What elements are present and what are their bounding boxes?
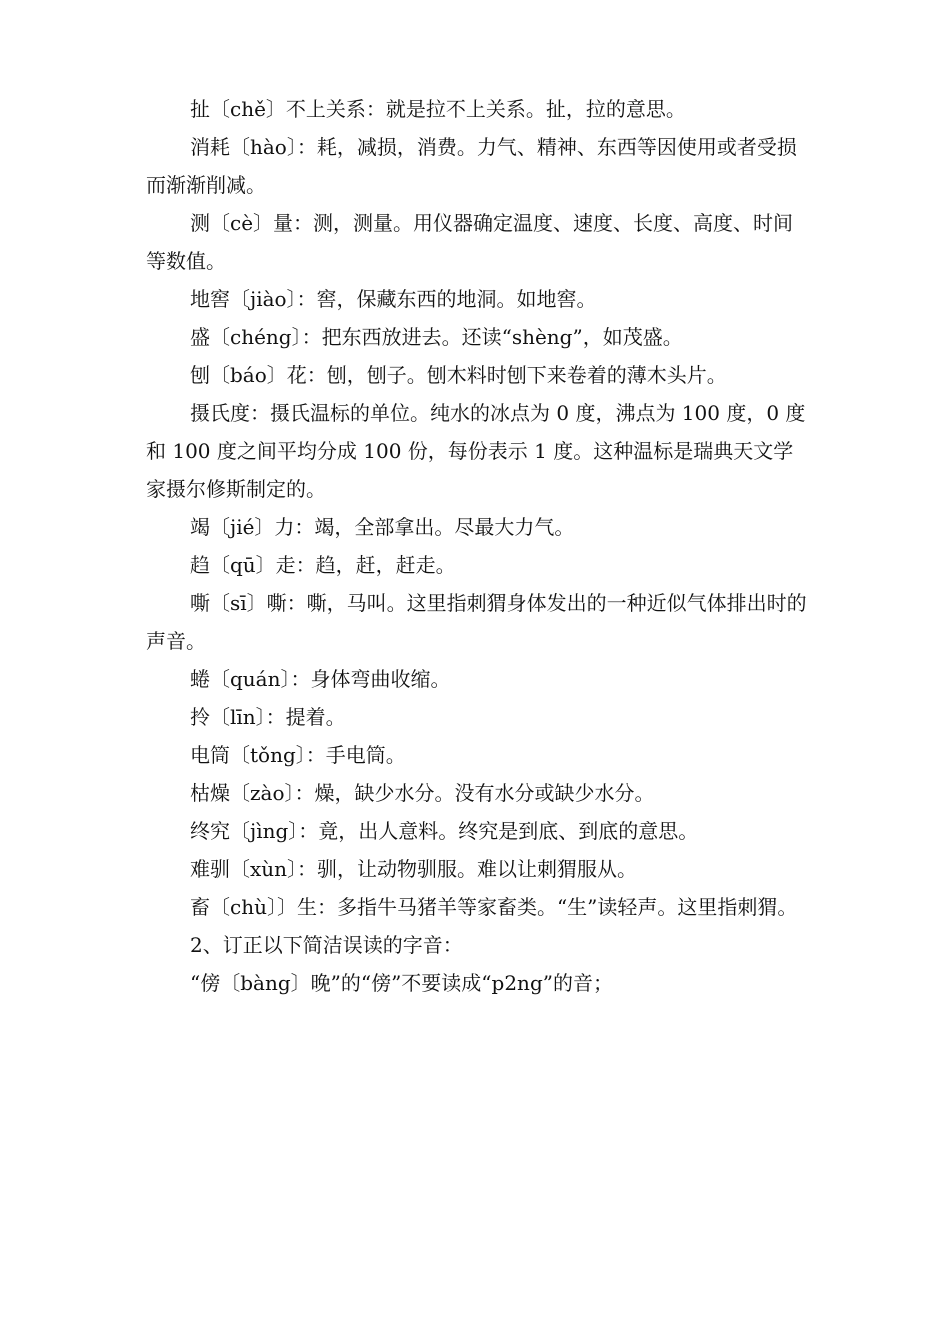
section-heading: 2、订正以下简洁误读的字音： bbox=[190, 933, 463, 957]
paragraph: 难驯〔xùn〕：驯，让动物驯服。难以让刺猬服从。 bbox=[190, 857, 638, 881]
paragraph: 消耗〔hào〕：耗，减损，消费。力气、精神、东西等因使用或者受损而渐渐削减。 bbox=[146, 135, 797, 197]
paragraph: 嘶〔sī〕嘶：嘶，马叫。这里指刺猬身体发出的一种近似气体排出时的声音。 bbox=[146, 591, 807, 653]
paragraph: 盛〔chéng〕：把东西放进去。还读“shèng”，如茂盛。 bbox=[190, 325, 683, 349]
paragraph: 扯〔chě〕不上关系：就是拉不上关系。扯，拉的意思。 bbox=[190, 97, 686, 121]
paragraph: “傍〔bàng〕晚”的“傍”不要读成“p2ng”的音； bbox=[190, 971, 613, 995]
paragraph: 枯燥〔zào〕：燥，缺少水分。没有水分或缺少水分。 bbox=[190, 781, 655, 805]
document-body bbox=[146, 90, 810, 1002]
paragraph: 电筒〔tǒng〕：手电筒。 bbox=[190, 743, 406, 767]
paragraph: 测〔cè〕量：测，测量。用仪器确定温度、速度、长度、高度、时间等数值。 bbox=[146, 211, 794, 273]
paragraph: 趋〔qū〕走：趋，赶，赶走。 bbox=[190, 553, 456, 577]
paragraph: 摄氏度：摄氏温标的单位。纯水的冰点为 0 度，沸点为 100 度，0 度和 100 度之间平均分成 100 份，每份表示 1 度。这种温标是瑞典天文学家摄尔修斯制定的。 bbox=[146, 401, 806, 501]
paragraph: 拎〔līn〕：提着。 bbox=[190, 705, 346, 729]
paragraph: 刨〔báo〕花：刨，刨子。刨木料时刨下来卷着的薄木头片。 bbox=[190, 363, 727, 387]
paragraph: 蜷〔quán〕：身体弯曲收缩。 bbox=[190, 667, 451, 691]
paragraph: 竭〔jié〕力：竭，全部拿出。尽最大力气。 bbox=[190, 515, 575, 539]
paragraph: 地窖〔jiào〕：窖，保藏东西的地洞。如地窖。 bbox=[190, 287, 597, 311]
paragraph: 畜〔chù〕〕生：多指牛马猪羊等家畜类。“生”读轻声。这里指刺猬。 bbox=[190, 895, 798, 919]
paragraph: 终究〔jìng〕：竟，出人意料。终究是到底、到底的意思。 bbox=[190, 819, 699, 843]
